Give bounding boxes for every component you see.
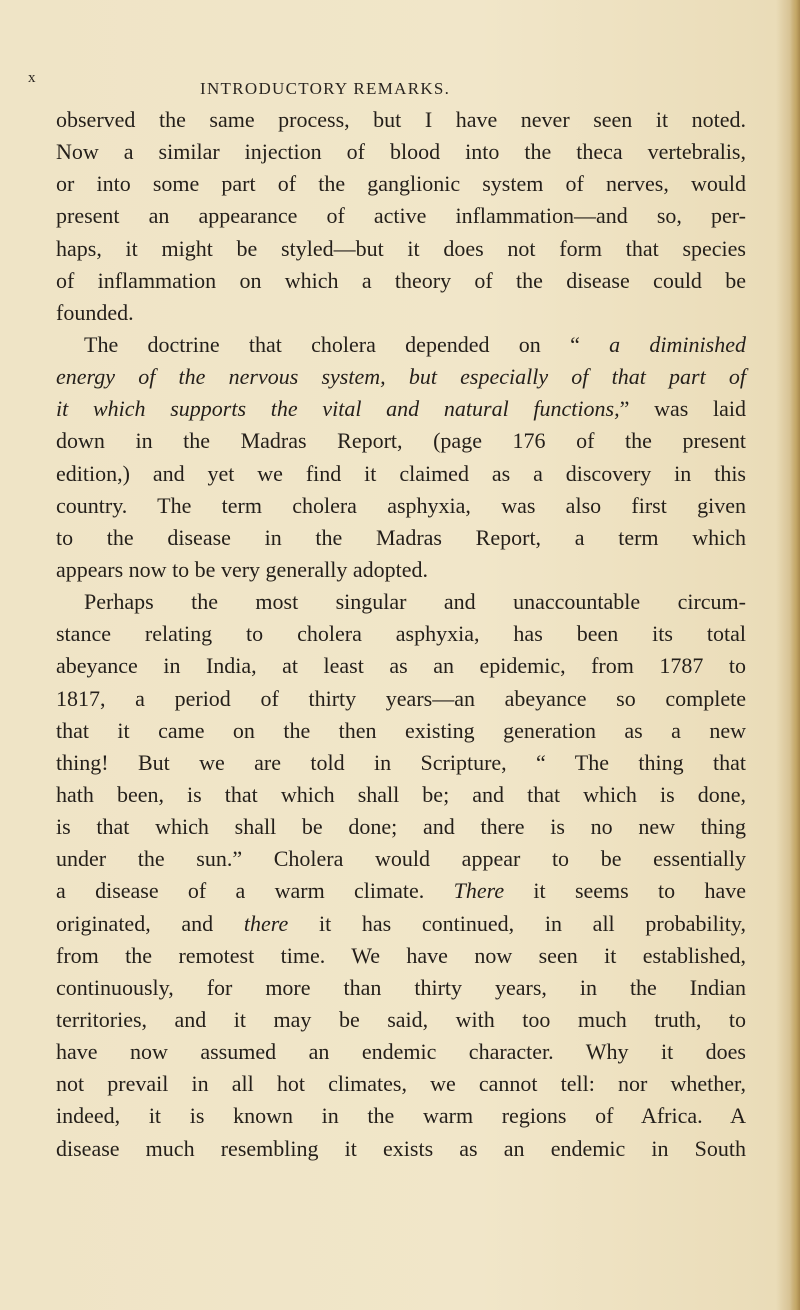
italic-word: there (243, 910, 289, 936)
text-line: continuously, for more than thirty years, in the Indian (56, 974, 746, 1000)
italic-quote: a diminished (609, 331, 746, 357)
text-line: stance relating to cholera asphyxia, has been its total (56, 621, 746, 647)
text-line: disease much resembling it exists as an endemic in South (56, 1135, 746, 1161)
text-line: abeyance in India, at least as an epidemic, from 1787 to (56, 653, 746, 679)
italic-quote: it which supports the vital and natural functions, (56, 396, 620, 422)
text-line: under the sun.” Cholera would appear to be essentially (56, 846, 746, 872)
italic-word: There (453, 878, 505, 904)
text-line: haps, it might be styled—but it does not form that species (56, 235, 746, 261)
page-edge (790, 0, 800, 1310)
text-line: observed the same process, but I have never seen it noted. (56, 107, 746, 132)
text-line: country. The term cholera asphyxia, was also first given (56, 492, 746, 518)
text-line: territories, and it may be said, with too much truth, to (56, 1006, 746, 1032)
text-line: a disease of a warm climate. There it seems to have (56, 878, 746, 904)
text-line: Now a similar injection of blood into the theca vertebralis, (56, 139, 746, 165)
text-line: from the remotest time. We have now seen it established, (56, 942, 746, 968)
text-line: appears now to be very generally adopted. (56, 556, 429, 582)
body-text (56, 104, 746, 1165)
running-head: INTRODUCTORY REMARKS. (200, 79, 451, 98)
text-line: originated, and there it has continued, in all probability, (56, 910, 746, 936)
text-line: is that which shall be done; and there is no new thing (56, 814, 746, 840)
text-line: have now assumed an endemic character. Why it does (56, 1039, 746, 1065)
text-line: edition,) and yet we find it claimed as a discovery in this (56, 460, 746, 486)
text-line: not prevail in all hot climates, we cannot tell: nor whether, (56, 1071, 746, 1097)
page-number: x (28, 70, 37, 86)
text-line: it which supports the vital and natural functions,” was laid (56, 396, 747, 422)
text-line: present an appearance of active inflammation—and so, per- (56, 203, 746, 229)
text-line: Perhaps the most singular and unaccountable circum- (84, 589, 746, 615)
text-line: or into some part of the ganglionic system of nerves, would (56, 171, 746, 197)
text-line: indeed, it is known in the warm regions of Africa. A (56, 1103, 746, 1129)
italic-quote: energy of the nervous system, but especially of that part of (56, 364, 746, 390)
text-line: that it came on the then existing generation as a new (56, 717, 746, 743)
text-line: founded. (56, 299, 134, 325)
text-line: thing! But we are told in Scripture, “ The thing that (56, 749, 746, 775)
text-line: 1817, a period of thirty years—an abeyance so complete (56, 685, 746, 711)
text-line: to the disease in the Madras Report, a term which (56, 524, 746, 550)
text-line: of inflammation on which a theory of the disease could be (56, 267, 746, 293)
text-line: down in the Madras Report, (page 176 of the present (56, 428, 746, 454)
text-line: The doctrine that cholera depended on “ a diminished (84, 331, 746, 357)
text-line (56, 361, 746, 393)
text-line: hath been, is that which shall be; and that which is done, (56, 781, 746, 807)
